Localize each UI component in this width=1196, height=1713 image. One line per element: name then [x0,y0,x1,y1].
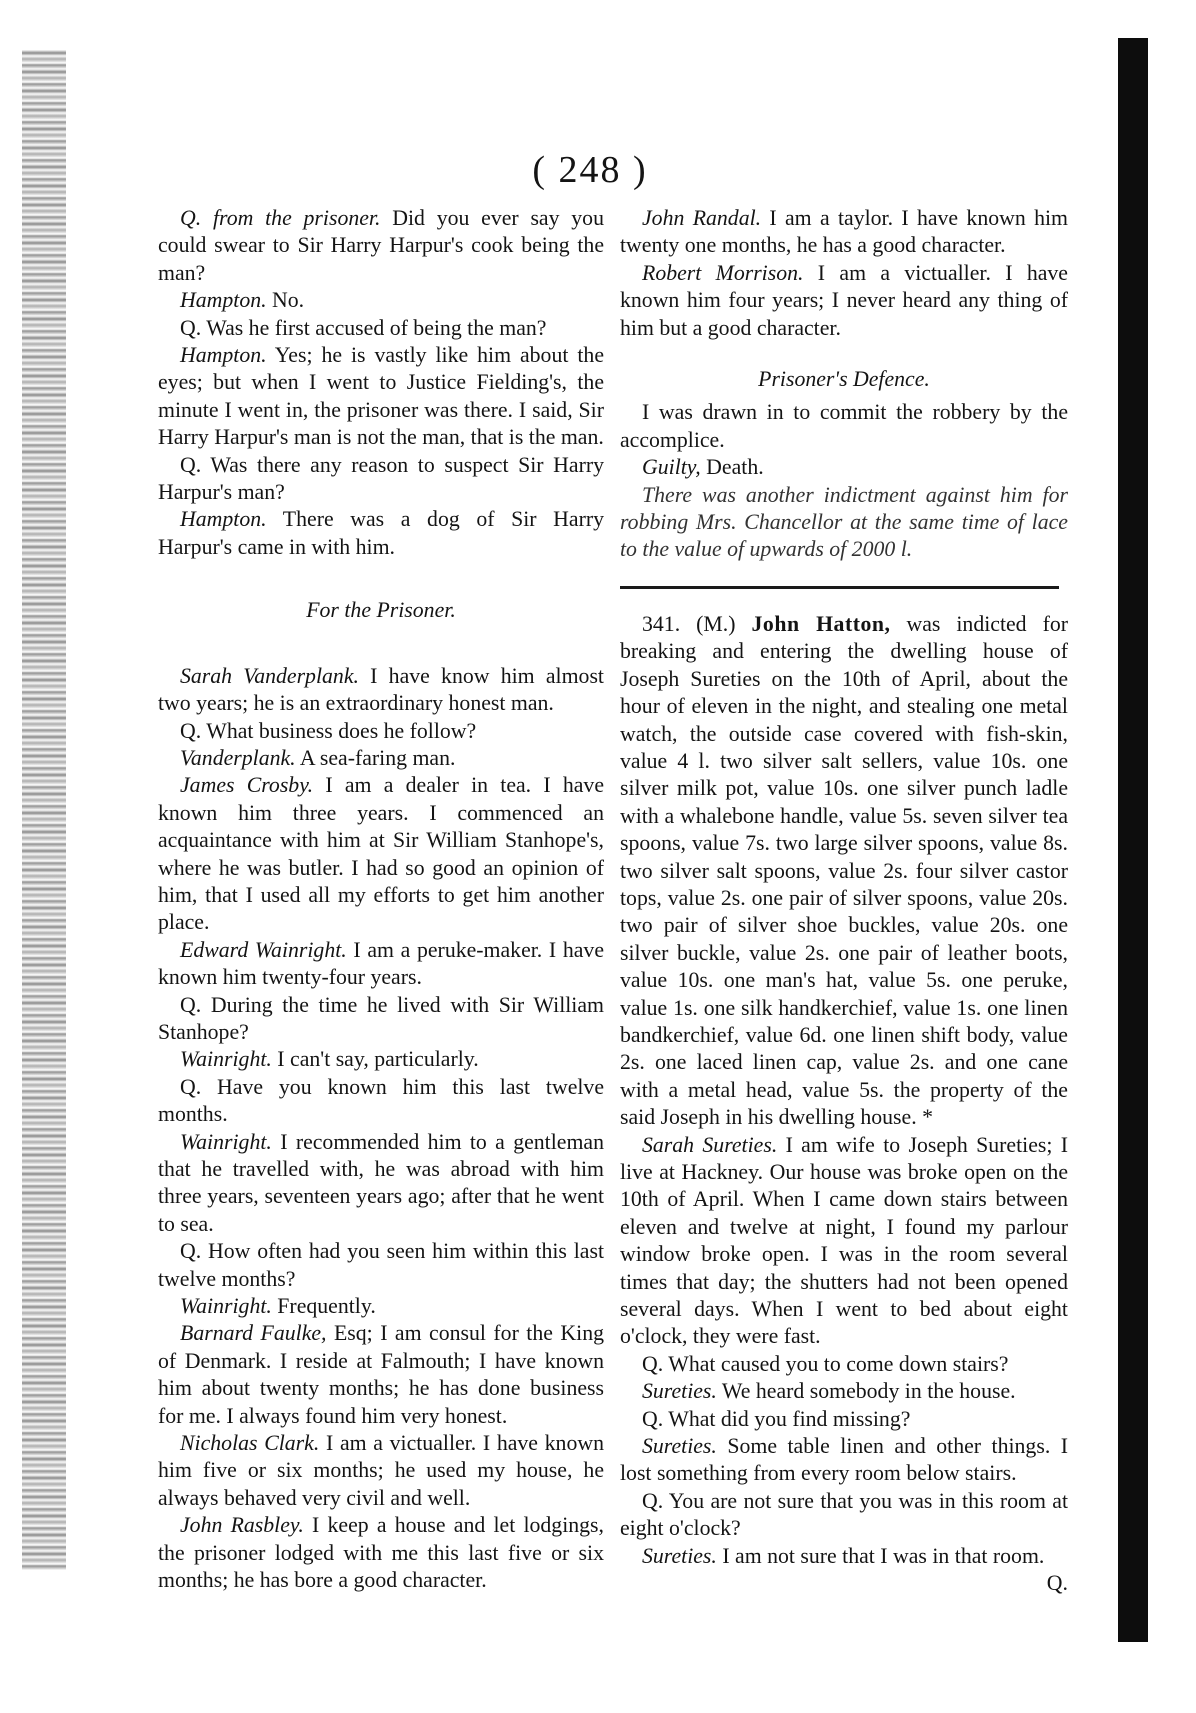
catchword: Q. [1046,1571,1068,1596]
verdict: Guilty, Death. [642,455,764,480]
right-para: Sarah Sureties. I am wife to Joseph Sureties; I live at Hackney. Our house was broke open on the 10th of April. When I came down stairs between eleven and twelve at night, I found my parlour window broke open. I was in the room several times that day; the shutters had not been opened several days. When I went to bed about eight o'clock, they were fast. [620,1132,1068,1349]
right-para: Q. What caused you to come down stairs? [642,1351,1009,1376]
right-para: Sureties. We heard somebody in the house. [642,1379,1016,1404]
right-column [620,205,1068,1598]
indictment-note: There was another indictment against him for robbing Mrs. Chancellor at the same time of lace to the value of upwards of 2000 l. [620,482,1068,562]
section-heading-defence: Prisoner's Defence. [758,367,930,392]
left-para: Q. from the prisoner. Did you ever say you could swear to Sir Harry Harpur's cook being the man? [158,206,604,285]
left-para: Q. What business does he follow? [180,718,477,743]
section-heading-for-prisoner: For the Prisoner. [306,598,456,623]
scan-binding-gutter [22,50,66,1570]
left-para: Edward Wainright. I am a peruke-maker. I have known him twenty-four years. [158,937,604,990]
left-para: Wainright. I can't say, particularly. [180,1047,479,1072]
left-para: Q. How often had you seen him within this last twelve months? [158,1239,604,1291]
left-para: James Crosby. I am a dealer in tea. I have known him three years. I commenced an acquaintance with him at Sir William Stanhope's, where he was butler. I had so good an opinion of him, that I used all my efforts to get him another place. [158,773,604,935]
right-para: Q. You are not sure that you was in this room at eight o'clock? [620,1488,1068,1541]
left-para: Nicholas Clark. I am a victualler. I have known him five or six months; he used my house, he always behaved very civil and well. [158,1431,604,1510]
left-para: Sarah Vanderplank. I have know him almost two years; he is an extraordinary honest man. [158,663,604,716]
left-para: Vanderplank. A sea-faring man. [180,745,456,770]
right-para: Sureties. Some table linen and other things. I lost something from every room below stairs. [620,1434,1068,1486]
left-para: Q. Was he first accused of being the man? [180,315,547,340]
left-para: Hampton. Yes; he is vastly like him about the eyes; but when I went to Justice Fielding's, the minute I went in, the prisoner was there. I said, Sir Harry Harpur's man is not the man, that is the man. [158,343,604,450]
left-para: Wainright. I recommended him to a gentleman that he travelled with, he was abroad with him three years, seventeen years ago; after that he went to sea. [158,1129,604,1236]
left-para: Q. Was there any reason to suspect Sir Harry Harpur's man? [158,452,604,505]
left-column [158,205,604,1595]
left-para: Q. Have you known him this last twelve months. [158,1074,604,1127]
left-para: John Rasbley. I keep a house and let lodgings, the prisoner lodged with me this last five or six months; he has bore a good character. [158,1513,604,1593]
left-para: Hampton. No. [180,288,305,313]
case-indictment: 341. (M.) John Hatton, was indicted for breaking and entering the dwelling house of Joseph Sureties on the 10th of April, about the hour of eleven in the night, and stealing one metal watch, the outside case covered with fish-skin, value 4 l. two silver salt sellers, value 10s. one silver milk pot, value 10s. one silver punch ladle with a whalebone handle, value 5s. seven silver tea spoons, value 7s. two large silver spoons, value 8s. two silver salt spoons, value 2s. four silver castor tops, value 2s. one pair of silver spoons, value 20s. two pair of silver shoe buckles, value 20s. one silver buckle, value 2s. one pair of leather boots, value 10s. one man's hat, value 5s. one peruke, value 1s. one silk handkerchief, value 1s. one linen bandkerchief, value 6d. one linen shift body, value 2s. one laced linen cap, value 2s. and one cane with a metal head, value 5s. the property of the said Joseph in his dwelling house. * [620,611,1069,1130]
scan-edge-bar [1118,38,1148,1642]
left-para: Hampton. There was a dog of Sir Harry Harpur's came in with him. [158,507,604,559]
left-para: Wainright. Frequently. [180,1294,376,1319]
right-para: Sureties. I am not sure that I was in that room. [642,1543,1045,1568]
left-para: Barnard Faulke, Esq; I am consul for the King of Denmark. I reside at Falmouth; I have known him about twenty months; he has done business for me. I always found him very honest. [158,1321,604,1428]
right-para: Robert Morrison. I am a victualler. I have known him four years; I never heard any thing of him but a good character. [620,260,1068,340]
left-para: Q. During the time he lived with Sir William Stanhope? [158,992,604,1044]
right-para: John Randal. I am a taylor. I have known him twenty one months, he has a good character. [620,206,1068,258]
defence-statement: I was drawn in to commit the robbery by the accomplice. [620,400,1068,452]
page-number: ( 248 ) [532,149,648,191]
right-para: Q. What did you find missing? [642,1406,911,1431]
section-divider [620,586,1059,589]
